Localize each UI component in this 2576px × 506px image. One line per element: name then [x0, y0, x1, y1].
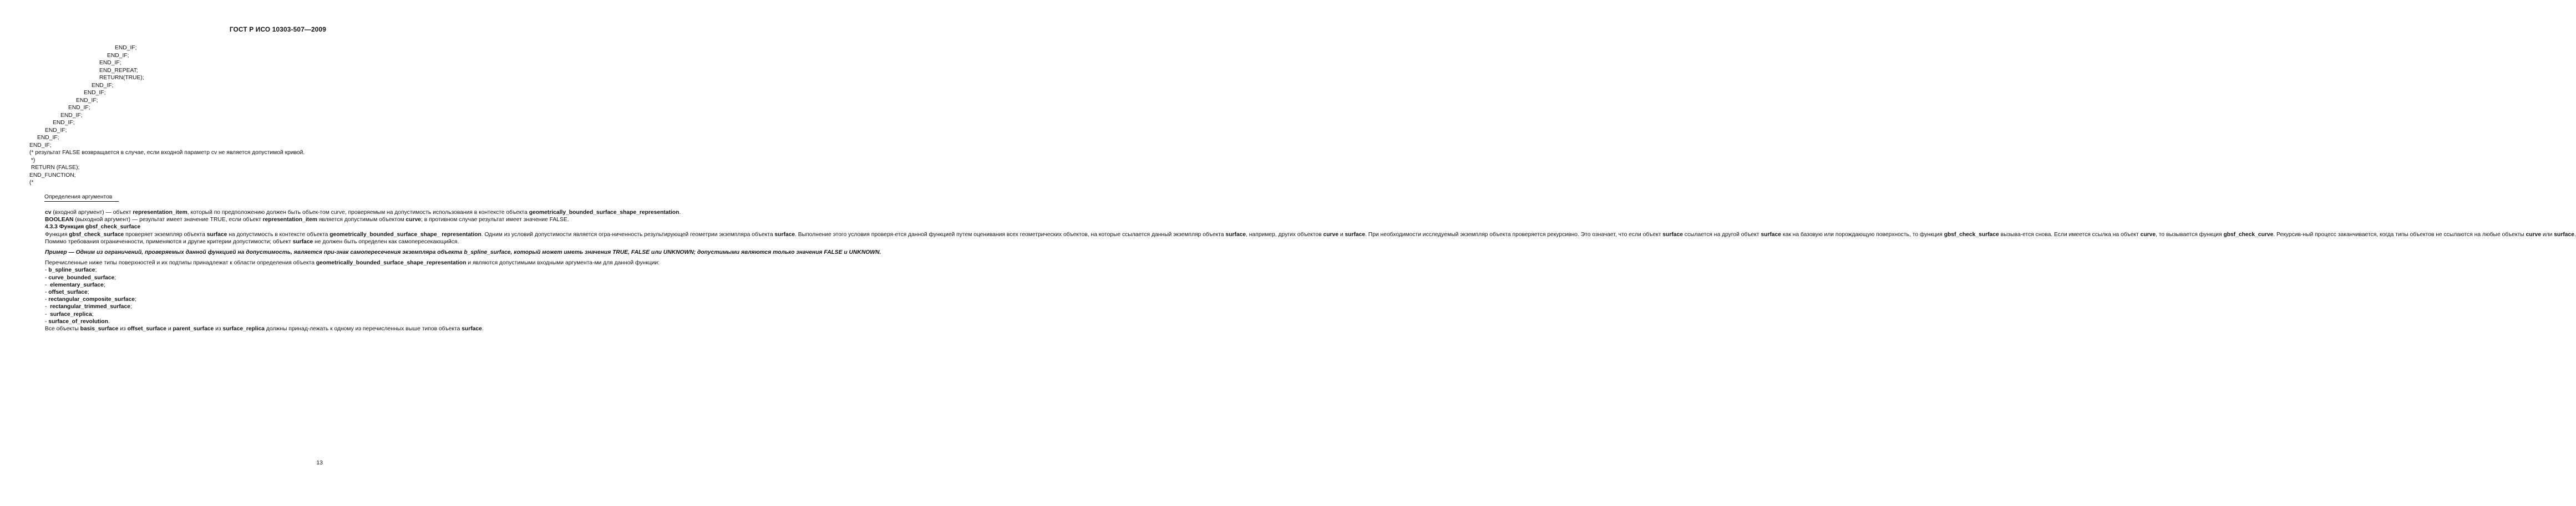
- list-item: - offset_surface;: [45, 289, 89, 295]
- cv-definition: cv (входной аргумент) — объект representation_item, который по предположению должен быть объек-том curve, проверяемым на допустимость использования в контексте объекта geometrically_bounded_surface_shape_representation.: [45, 209, 681, 216]
- page-number: 13: [316, 459, 323, 466]
- code-line: RETURN(TRUE);: [99, 75, 144, 81]
- code-line: END_IF;: [45, 127, 67, 134]
- code-line: (*: [29, 180, 34, 186]
- code-line: (* результат FALSE возвращается в случае, если входной параметр cv не является допустимой кривой.: [29, 150, 305, 156]
- code-line: END_IF;: [29, 142, 52, 149]
- list-item: - surface_replica;: [45, 311, 94, 318]
- list-item: - b_spline_surface;: [45, 267, 97, 274]
- code-block: [29, 44, 340, 187]
- subsection-heading: 4.3.3 Функция gbsf_check_surface: [45, 224, 141, 231]
- code-line: END_FUNCTION;: [29, 172, 76, 178]
- code-line: END_IF;: [76, 97, 98, 104]
- code-line: END_IF;: [68, 105, 90, 111]
- code-line: END_IF;: [37, 135, 59, 141]
- list-item: - rectangular_trimmed_surface;: [45, 304, 132, 310]
- list-item: - surface_of_revolution.: [45, 318, 110, 325]
- code-line: END_IF;: [53, 120, 75, 126]
- code-line: END_REPEAT;: [99, 67, 138, 74]
- boolean-definition: BOOLEAN (выходной аргумент) — результат имеет значение TRUE, если объект representation_item является допустимым объектом curve; в противном случае результат имеет значение FALSE.: [45, 217, 569, 223]
- body-text: [29, 209, 2576, 333]
- code-line: END_IF;: [92, 82, 114, 89]
- code-line: RETURN (FALSE);: [29, 165, 80, 171]
- section-title: Определения аргументов: [44, 193, 119, 202]
- paragraph-function-description: Функция gbsf_check_surface проверяет экземпляр объекта surface на допустимость в контексте объекта geometrically_bounded_surface_shape_ representation. Одним из условий допустимости является огра-ниченность результирующей геометрии экземпляра объекта surface. Выполнение этого условия проверя-ется данной функцией путем оценивания всех геометрических объектов, на которые ссылается данный экземпляр объекта surface, например, других объектов curve и surface. При необходимости исследуемый экземпляр объекта проверяется рекурсивно. Это означает, что если объект surface ссылается на другой объект surface как на базовую или порождающую поверхность, то функция gbsf_check_surface вызыва-ется снова. Если имеется ссылка на объект curve, то вызывается функция gbsf_check_curve. Рекурсив-ный процесс заканчивается, когда типы объектов не ссылаются на любые объекты curve или surface.: [45, 231, 2576, 238]
- code-line: END_IF;: [99, 60, 121, 66]
- example-note: Пример — Одним из ограничений, проверяемых данной функцией на допустимость, является при-знак самопересечения экземпляра объекта b_spline_surface, который может иметь значения TRUE, FALSE или UNKNOWN; допустимыми являются только значения FALSE и UNKNOWN.: [45, 249, 881, 256]
- code-line: END_IF;: [84, 90, 106, 96]
- list-item: - elementary_surface;: [45, 282, 105, 288]
- list-item: - rectangular_composite_surface;: [45, 297, 136, 303]
- surface-type-list: [29, 267, 326, 325]
- code-line: END_IF;: [115, 45, 137, 51]
- document-header: ГОСТ Р ИСО 10303-507—2009: [229, 25, 326, 33]
- paragraph-types-intro: Перечисленные ниже типы поверхностей и их подтипы принадлежат к области определения объекта geometrically_bounded_surface_shape_representation и являются допустимыми входными аргумента-ми для данной функции:: [45, 260, 660, 267]
- paragraph-criteria: Помимо требования ограниченности, применяются и другие критерии допустимости; объект surface не должен быть определен как самопересекающийся.: [45, 238, 459, 245]
- paragraph-basis-surface: Все объекты basis_surface из offset_surface и parent_surface из surface_replica должны принад-лежать к одному из перечисленных выше типов объекта surface.: [45, 325, 484, 332]
- code-line: *): [29, 157, 36, 163]
- list-item: - curve_bounded_surface;: [45, 274, 116, 281]
- code-line: END_IF;: [107, 52, 129, 59]
- code-line: END_IF;: [60, 112, 83, 119]
